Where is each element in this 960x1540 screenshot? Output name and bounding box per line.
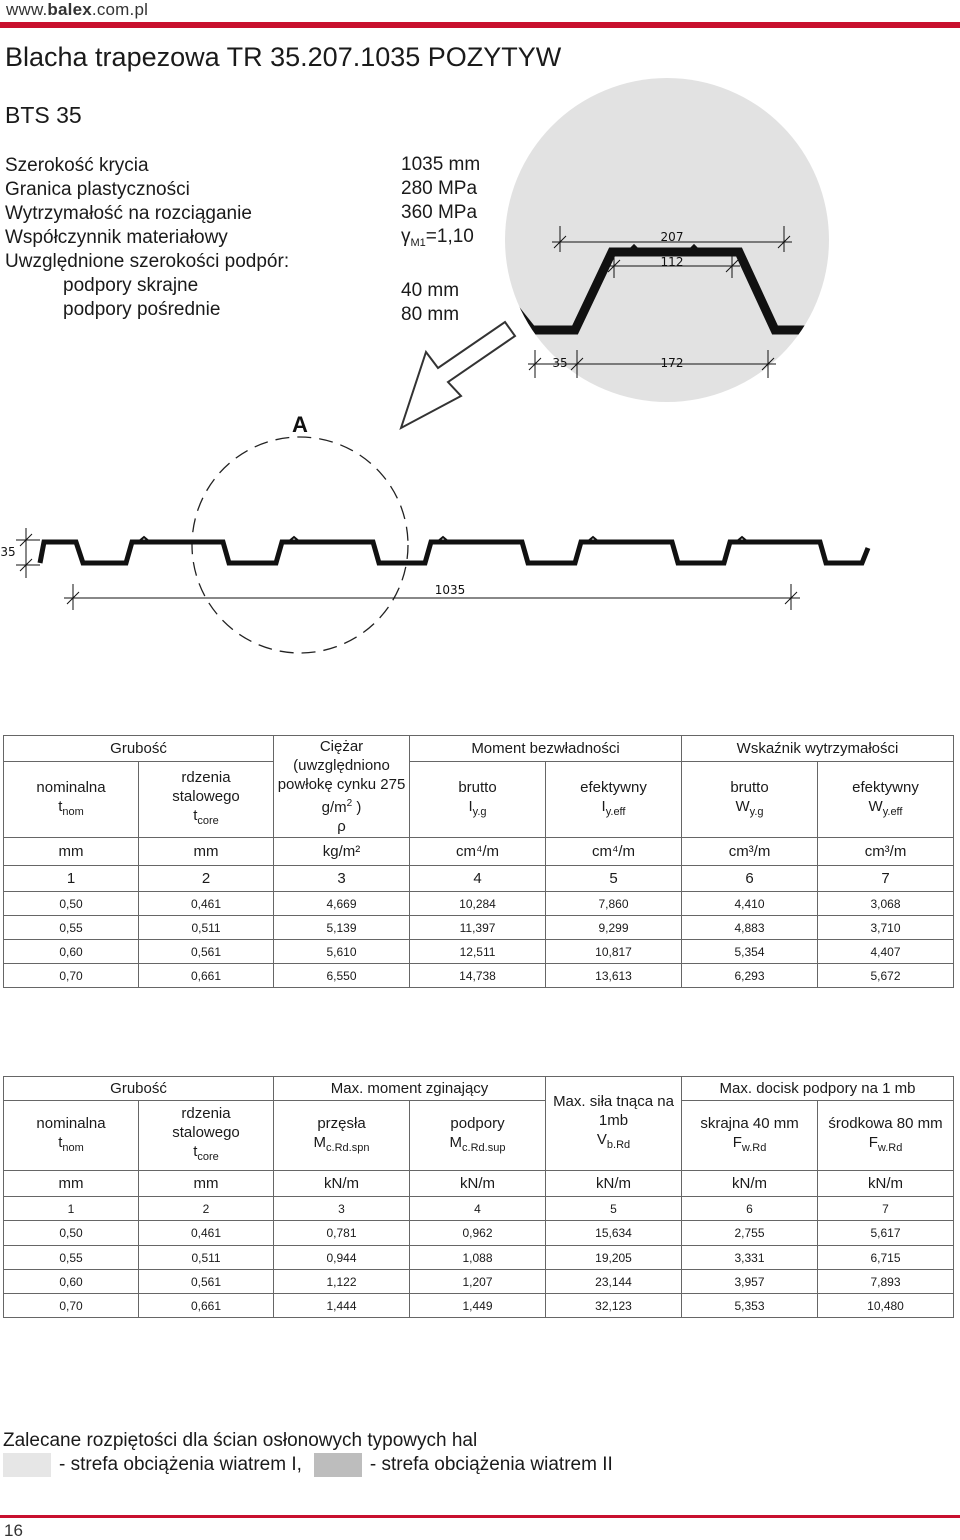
table-cell: 11,397 bbox=[410, 916, 546, 940]
column-number: 4 bbox=[410, 1197, 546, 1221]
table-cell: 23,144 bbox=[546, 1270, 682, 1294]
table-cell: 1,122 bbox=[274, 1270, 410, 1294]
table-cell: 0,461 bbox=[139, 1221, 274, 1246]
column-number: 5 bbox=[546, 866, 682, 892]
table-row bbox=[4, 892, 954, 916]
table-cell: 5,139 bbox=[274, 916, 410, 940]
site-url-prefix: www. bbox=[6, 0, 48, 19]
column-number: 4 bbox=[410, 866, 546, 892]
table-cell: 4,883 bbox=[682, 916, 818, 940]
table-cell: 0,70 bbox=[4, 1294, 139, 1318]
dim-cover-width: 1035 bbox=[434, 583, 466, 597]
table-cell: 10,817 bbox=[546, 940, 682, 964]
spec-value-width: 1035 mm bbox=[401, 154, 481, 175]
load-capacity-table bbox=[3, 1076, 954, 1318]
column-number: 3 bbox=[274, 1197, 410, 1221]
table-cell: 0,55 bbox=[4, 1246, 139, 1270]
unit-cell: kN/m bbox=[546, 1171, 682, 1197]
table-cell: 15,634 bbox=[546, 1221, 682, 1246]
site-url-suffix: .com.pl bbox=[91, 0, 149, 19]
table-cell: 5,672 bbox=[818, 964, 954, 988]
table-cell: 0,50 bbox=[4, 1221, 139, 1246]
unit-cell: mm bbox=[139, 1171, 274, 1197]
full-profile bbox=[40, 537, 868, 563]
unit-cell: cm⁴/m bbox=[410, 838, 546, 866]
table-row bbox=[4, 916, 954, 940]
table-cell: 6,715 bbox=[818, 1246, 954, 1270]
table-cell: 4,410 bbox=[682, 892, 818, 916]
table-row bbox=[4, 1294, 954, 1318]
spec-value-tensile: 360 MPa bbox=[401, 202, 478, 223]
table-cell: 0,781 bbox=[274, 1221, 410, 1246]
product-code: BTS 35 bbox=[5, 102, 82, 128]
dim-top-width: 207 bbox=[660, 230, 684, 244]
spec-label-material-factor: Współczynnik materiałowy bbox=[5, 227, 228, 248]
header-max-shear: Max. siła tnąca na 1mb $V_{b.Rd}$ bbox=[546, 1077, 682, 1171]
unit-cell: mm bbox=[4, 1171, 139, 1197]
table-cell: 4,407 bbox=[818, 940, 954, 964]
table-cell: 3,957 bbox=[682, 1270, 818, 1294]
table-cell: 1,449 bbox=[410, 1294, 546, 1318]
dim-bottom-width: 172 bbox=[660, 356, 684, 370]
subheader-nominal: nominalna $t_{nom}$ bbox=[4, 1101, 139, 1171]
subheader-support: podpory $M_{c.Rd.sup}$ bbox=[410, 1101, 546, 1171]
table-subheader-row bbox=[4, 1101, 954, 1171]
table-cell: 5,353 bbox=[682, 1294, 818, 1318]
table-cell: 1,088 bbox=[410, 1246, 546, 1270]
table-cell: 5,617 bbox=[818, 1221, 954, 1246]
profile-drawing bbox=[0, 0, 960, 700]
footer-rule bbox=[0, 1515, 960, 1518]
zone1-swatch bbox=[3, 1453, 51, 1477]
table-cell: 0,561 bbox=[139, 1270, 274, 1294]
subheader-mid-support: środkowa 80 mm $F_{w.Rd}$ bbox=[818, 1101, 954, 1171]
table-cell: 0,561 bbox=[139, 940, 274, 964]
column-number: 2 bbox=[139, 1197, 274, 1221]
column-number: 3 bbox=[274, 866, 410, 892]
spec-value-end-supports: 40 mm bbox=[401, 280, 460, 301]
subheader-nominal: nominalna $t_{nom}$ bbox=[4, 762, 139, 838]
subheader-span: przęsła $M_{c.Rd.spn}$ bbox=[274, 1101, 410, 1171]
table-cell: 0,60 bbox=[4, 1270, 139, 1294]
page-title: Blacha trapezowa TR 35.207.1035 POZYTYW bbox=[5, 42, 562, 72]
spec-value-yield: 280 MPa bbox=[401, 178, 478, 199]
subheader-inertia-brutto: brutto $I_{y.g}$ bbox=[410, 762, 546, 838]
dim-profile-height: 35 bbox=[0, 545, 16, 559]
table-cell: 9,299 bbox=[546, 916, 682, 940]
table-row bbox=[4, 1270, 954, 1294]
unit-cell: mm bbox=[139, 838, 274, 866]
unit-cell: kN/m bbox=[410, 1171, 546, 1197]
header-weight: Ciężar (uwzględniono powłokę cynku 275 $g/m^2$ ) ρ bbox=[274, 736, 410, 838]
properties-table bbox=[3, 735, 954, 988]
spec-value-mid-supports: 80 mm bbox=[401, 304, 460, 325]
subheader-modulus-effective: efektywny $W_{y.eff}$ bbox=[818, 762, 954, 838]
subheader-modulus-brutto: brutto $W_{y.g}$ bbox=[682, 762, 818, 838]
header-moment-of-inertia: Moment bezwładności bbox=[410, 736, 682, 762]
table-cell: 0,511 bbox=[139, 916, 274, 940]
table-cell: 7,860 bbox=[546, 892, 682, 916]
table-cell: 19,205 bbox=[546, 1246, 682, 1270]
zone1-label: - strefa obciążenia wiatrem I, bbox=[59, 1454, 302, 1475]
table-cell: 32,123 bbox=[546, 1294, 682, 1318]
unit-cell: mm bbox=[4, 838, 139, 866]
column-number-row bbox=[4, 1197, 954, 1221]
table-cell: 0,70 bbox=[4, 964, 139, 988]
table-header-row bbox=[4, 1077, 954, 1101]
unit-cell: kN/m bbox=[682, 1171, 818, 1197]
column-number: 7 bbox=[818, 866, 954, 892]
table-cell: 14,738 bbox=[410, 964, 546, 988]
spec-label-end-supports: podpory skrajne bbox=[63, 275, 199, 296]
zone2-label: - strefa obciążenia wiatrem II bbox=[369, 1454, 613, 1475]
column-number: 5 bbox=[546, 1197, 682, 1221]
units-row bbox=[4, 1171, 954, 1197]
subheader-inertia-effective: efektywny $I_{y.eff}$ bbox=[546, 762, 682, 838]
table-row bbox=[4, 940, 954, 964]
unit-cell: cm³/m bbox=[818, 838, 954, 866]
table-cell: 0,461 bbox=[139, 892, 274, 916]
table-cell: 0,60 bbox=[4, 940, 139, 964]
table-subheader-row bbox=[4, 762, 954, 838]
table-cell: 5,610 bbox=[274, 940, 410, 964]
table-cell: 3,331 bbox=[682, 1246, 818, 1270]
table-row bbox=[4, 1221, 954, 1246]
unit-cell: cm⁴/m bbox=[546, 838, 682, 866]
table-cell: 12,511 bbox=[410, 940, 546, 964]
table-cell: 10,480 bbox=[818, 1294, 954, 1318]
table-cell: 10,284 bbox=[410, 892, 546, 916]
spec-label-supports: Uwzględnione szerokości podpór: bbox=[5, 251, 290, 272]
table-cell: 4,669 bbox=[274, 892, 410, 916]
table-cell: 0,50 bbox=[4, 892, 139, 916]
table-cell: 13,613 bbox=[546, 964, 682, 988]
site-url-brand: balex bbox=[47, 0, 92, 19]
column-number: 1 bbox=[4, 866, 139, 892]
table-cell: 3,068 bbox=[818, 892, 954, 916]
table-cell: 0,944 bbox=[274, 1246, 410, 1270]
table-row bbox=[4, 964, 954, 988]
column-number: 6 bbox=[682, 1197, 818, 1221]
table-cell: 5,354 bbox=[682, 940, 818, 964]
table-header-row bbox=[4, 736, 954, 762]
units-row bbox=[4, 838, 954, 866]
detail-label: A bbox=[292, 412, 308, 437]
table-cell: 0,511 bbox=[139, 1246, 274, 1270]
table-cell: 0,661 bbox=[139, 964, 274, 988]
subheader-end-support: skrajna 40 mm $F_{w.Rd}$ bbox=[682, 1101, 818, 1171]
table-cell: 0,661 bbox=[139, 1294, 274, 1318]
table-cell: 1,207 bbox=[410, 1270, 546, 1294]
zone2-swatch bbox=[314, 1453, 362, 1477]
table-cell: 2,755 bbox=[682, 1221, 818, 1246]
spec-label-width: Szerokość krycia bbox=[5, 155, 149, 176]
table-cell: 0,962 bbox=[410, 1221, 546, 1246]
subheader-core: rdzenia stalowego $t_{core}$ bbox=[139, 1101, 274, 1171]
detail-arrow bbox=[401, 322, 515, 428]
column-number: 2 bbox=[139, 866, 274, 892]
spec-label-mid-supports: podpory pośrednie bbox=[63, 299, 221, 320]
column-number: 7 bbox=[818, 1197, 954, 1221]
header-thickness: Grubość bbox=[4, 1077, 274, 1101]
wind-zone-legend bbox=[3, 1452, 613, 1478]
table-cell: 6,293 bbox=[682, 964, 818, 988]
unit-cell: kN/m bbox=[818, 1171, 954, 1197]
table-cell: 6,550 bbox=[274, 964, 410, 988]
column-number-row bbox=[4, 866, 954, 892]
column-number: 6 bbox=[682, 866, 818, 892]
table-cell: 1,444 bbox=[274, 1294, 410, 1318]
recommended-spans-title: Zalecane rozpiętości dla ścian osłonowych typowych hal bbox=[3, 1430, 478, 1451]
header-thickness: Grubość bbox=[4, 736, 274, 762]
table-cell: 7,893 bbox=[818, 1270, 954, 1294]
spec-label-tensile: Wytrzymałość na rozciąganie bbox=[5, 203, 252, 224]
spec-label-yield: Granica plastyczności bbox=[5, 179, 190, 200]
dim-top-inner: 112 bbox=[660, 255, 684, 269]
header-max-support-pressure: Max. docisk podpory na 1 mb bbox=[682, 1077, 954, 1101]
spec-value-material-factor: $\gamma_{M1}=1,10$ bbox=[401, 226, 474, 249]
page-number: 16 bbox=[4, 1521, 23, 1540]
unit-cell: kN/m bbox=[274, 1171, 410, 1197]
dim-bottom-gap: 35 bbox=[552, 356, 568, 370]
table-cell: 3,710 bbox=[818, 916, 954, 940]
table-cell: 0,55 bbox=[4, 916, 139, 940]
column-number: 1 bbox=[4, 1197, 139, 1221]
subheader-core: rdzenia stalowego $t_{core}$ bbox=[139, 762, 274, 838]
header-section-modulus: Wskaźnik wytrzymałości bbox=[682, 736, 954, 762]
header-max-bending-moment: Max. moment zginający bbox=[274, 1077, 546, 1101]
table-row bbox=[4, 1246, 954, 1270]
unit-cell: kg/m² bbox=[274, 838, 410, 866]
unit-cell: cm³/m bbox=[682, 838, 818, 866]
